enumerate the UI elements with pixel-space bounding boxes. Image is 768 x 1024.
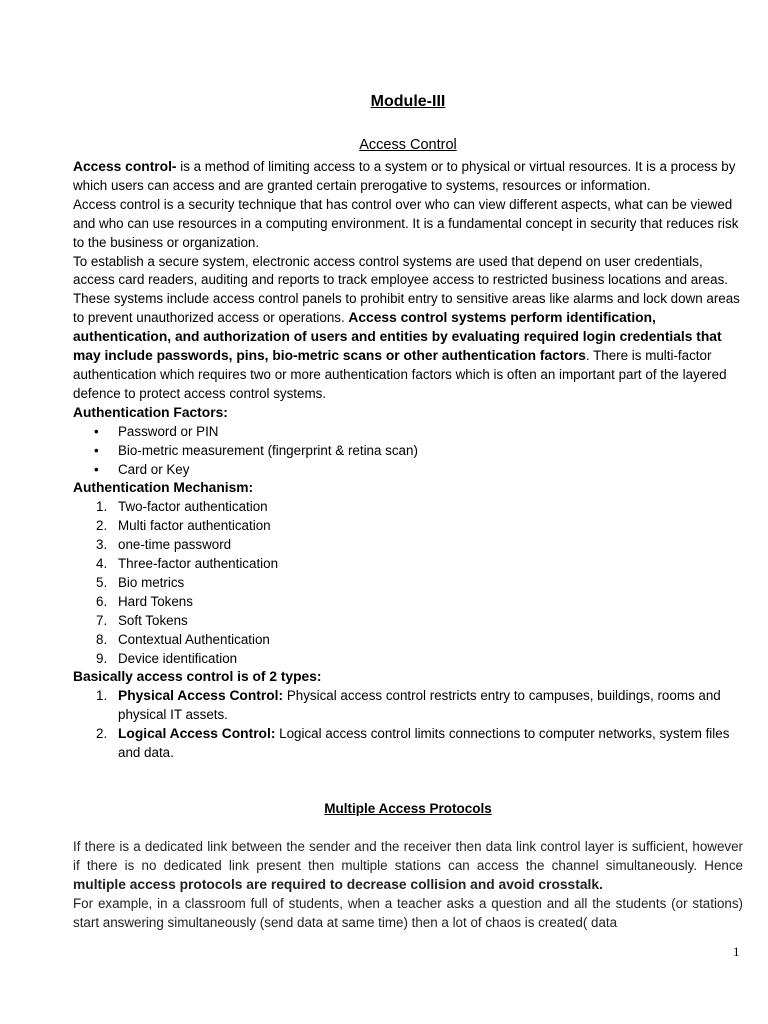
type-term: Logical Access Control:: [118, 726, 276, 742]
list-item: [73, 555, 743, 574]
list-number: 1.: [96, 499, 108, 515]
type-term: Physical Access Control:: [118, 688, 284, 704]
list-item: • Bio-metric measurement (fingerprint & retina scan): [118, 442, 743, 461]
list-item: • Password or PIN: [118, 423, 743, 442]
list-label: Contextual Authentication: [118, 631, 270, 647]
list-label: Hard Tokens: [118, 593, 193, 609]
map-paragraph-1-text: If there is a dedicated link between the sender and the receiver then data link control layer is sufficient, however if there is no dedicated link present then multiple stations can access the channel simultaneously. Hence: [73, 839, 743, 873]
list-number: 5.: [96, 574, 108, 590]
list-number: 3.: [96, 537, 108, 553]
paragraph-3: [73, 253, 743, 404]
intro-paragraph: [73, 158, 743, 196]
paragraph-3-text-2: . There is multi-factor authentication which requires two or more authentication factors which is often an important part of the layered defence to protect access control systems.: [73, 348, 727, 401]
list-number: 8.: [96, 631, 108, 647]
list-label: one-time password: [118, 537, 232, 553]
list-item: [73, 498, 743, 517]
section-title-access-control: Access Control: [359, 137, 457, 153]
list-item: • Card or Key: [118, 461, 743, 480]
list-label: Multi factor authentication: [118, 518, 271, 534]
type-description: Physical access control restricts entry to campuses, buildings, rooms and physical IT assets.: [118, 688, 721, 723]
list-item: [73, 612, 743, 631]
paragraph-3-bold: Access control systems perform identification, authentication, and authorization of users and entities by evaluating required login credentials that may include passwords, pins, bio-metric scans or other authentication factors: [73, 310, 722, 364]
list-number: 7.: [96, 612, 108, 628]
list-number: 1.: [96, 688, 108, 704]
section-title-multiple-access: Multiple Access Protocols: [324, 801, 492, 816]
list-number: 2.: [96, 518, 108, 534]
paragraph-3-text-1: To establish a secure system, electronic access control systems are used that depend on user credentials, access card readers, auditing and reports to track employee access to restricted business locations and areas. These systems include access control panels to prohibit entry to sensitive areas like alarms and lock down areas to prevent unauthorized access or operations.: [73, 253, 740, 326]
types-list: [73, 687, 743, 763]
intro-definition: is a method of limiting access to a system or to physical or virtual resources. It is a process by which users can access and are granted certain prerogative to systems, resources or information.: [73, 159, 736, 193]
module-title: Module-III: [370, 93, 446, 110]
paragraph-2: Access control is a security technique that has control over who can view different aspects, what can be viewed and who can use resources in a computing environment. It is a fundamental concept in security that reduces risk to the business or organization.: [73, 196, 739, 250]
page-number: 1: [733, 944, 740, 959]
auth-factors-list: [73, 423, 743, 480]
multiple-access-body: [73, 838, 743, 933]
list-item: [73, 536, 743, 555]
list-item: [73, 687, 743, 725]
list-label: Device identification: [118, 650, 238, 666]
map-paragraph-1-bold: multiple access protocols are required to decrease collision and avoid crosstalk.: [73, 876, 603, 892]
list-label: Bio metrics: [118, 574, 185, 590]
list-label: Soft Tokens: [118, 612, 188, 628]
map-paragraph-1: [73, 838, 743, 895]
list-number: 6.: [96, 593, 108, 609]
map-paragraph-2: For example, in a classroom full of students, when a teacher asks a question and all the students (or stations) start answering simultaneously (send data at same time) then a lot of chaos is created( data: [73, 895, 743, 930]
list-item: [73, 593, 743, 612]
list-number: 9.: [96, 650, 108, 666]
list-label: Two-factor authentication: [118, 499, 268, 515]
types-heading: Basically access control is of 2 types:: [73, 669, 322, 685]
type-description: Logical access control limits connections to computer networks, system files and data.: [118, 726, 730, 761]
list-label: Three-factor authentication: [118, 556, 279, 572]
auth-mechanism-list: [73, 498, 743, 668]
list-item: [73, 631, 743, 650]
list-item: [73, 517, 743, 536]
access-control-body: [73, 158, 743, 763]
intro-term: Access control-: [73, 159, 177, 174]
list-number: 2.: [96, 726, 108, 742]
list-item: [73, 650, 743, 669]
list-number: 4.: [96, 556, 108, 572]
list-item: [73, 574, 743, 593]
auth-mechanism-heading: Authentication Mechanism:: [73, 480, 254, 496]
auth-factors-heading: Authentication Factors:: [73, 404, 228, 420]
list-item: [73, 725, 743, 763]
